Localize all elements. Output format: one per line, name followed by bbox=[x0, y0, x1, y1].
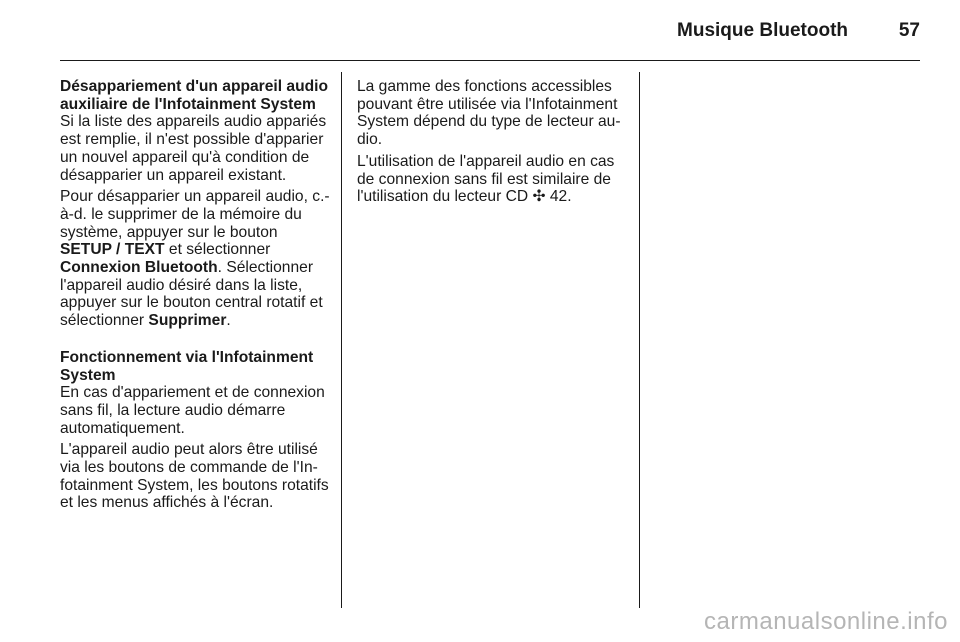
page-title: Musique Bluetooth bbox=[677, 20, 848, 41]
left-column bbox=[60, 78, 330, 516]
header-rule bbox=[60, 60, 920, 61]
paragraph-list-full: Si la liste des appareils audio appariés est remplie, il n'est possible d'apparier un nouvel appareil qu'à condition de désapparier un appareil existant. bbox=[60, 113, 327, 184]
text: . Sélectionner l'appareil audio désiré dans la liste, appuyer sur le bouton central rotatif et sélectionner bbox=[60, 259, 323, 330]
paragraph-cd-reference bbox=[357, 153, 629, 206]
section-heading-unpairing: Désappariement d'un appareil audio auxiliaire de l'Infotainment System bbox=[60, 78, 328, 113]
page-header bbox=[60, 20, 920, 46]
column-divider-right bbox=[639, 72, 640, 608]
section-heading-operation: Fonctionnement via l'Infotainment System bbox=[60, 348, 314, 384]
bluetooth-connection-menu-label: Connexion Bluetooth bbox=[60, 259, 218, 277]
text: . bbox=[226, 312, 231, 330]
paragraph-function-range: La gamme des fonctions accessibles pouvant être utilisée via l'Infotainment System dépend du type de lecteur audio. bbox=[357, 78, 621, 149]
page-reference-number: 42. bbox=[545, 188, 572, 206]
column-divider-left bbox=[341, 72, 342, 608]
right-column bbox=[357, 78, 629, 210]
page-number: 57 bbox=[898, 20, 920, 41]
text: et sélectionner bbox=[164, 241, 271, 259]
text: L'utilisation de l'appareil audio en cas de connexion sans fil est similaire de l'utilisation du lecteur CD bbox=[357, 152, 615, 206]
paragraph-auto-play: En cas d'appariement et de connexion sans fil, la lecture audio démarre automatiquement. bbox=[60, 384, 325, 437]
delete-option-label: Supprimer bbox=[148, 312, 227, 330]
paragraph-unpair-steps bbox=[60, 188, 330, 330]
setup-text-button-label: SETUP / TEXT bbox=[60, 241, 165, 259]
paragraph-controls: L'appareil audio peut alors être utilisé via les boutons de commande de l'Infotainment System, les boutons rotatifs et les menus affichés à l'écran. bbox=[60, 441, 329, 512]
text: Pour désapparier un appareil audio, c.-à-d. le supprimer de la mémoire du système, appuyer sur le bouton bbox=[60, 188, 330, 241]
watermark: carmanualsonline.info bbox=[704, 608, 948, 635]
page-reference-icon: ✣ bbox=[532, 188, 546, 206]
